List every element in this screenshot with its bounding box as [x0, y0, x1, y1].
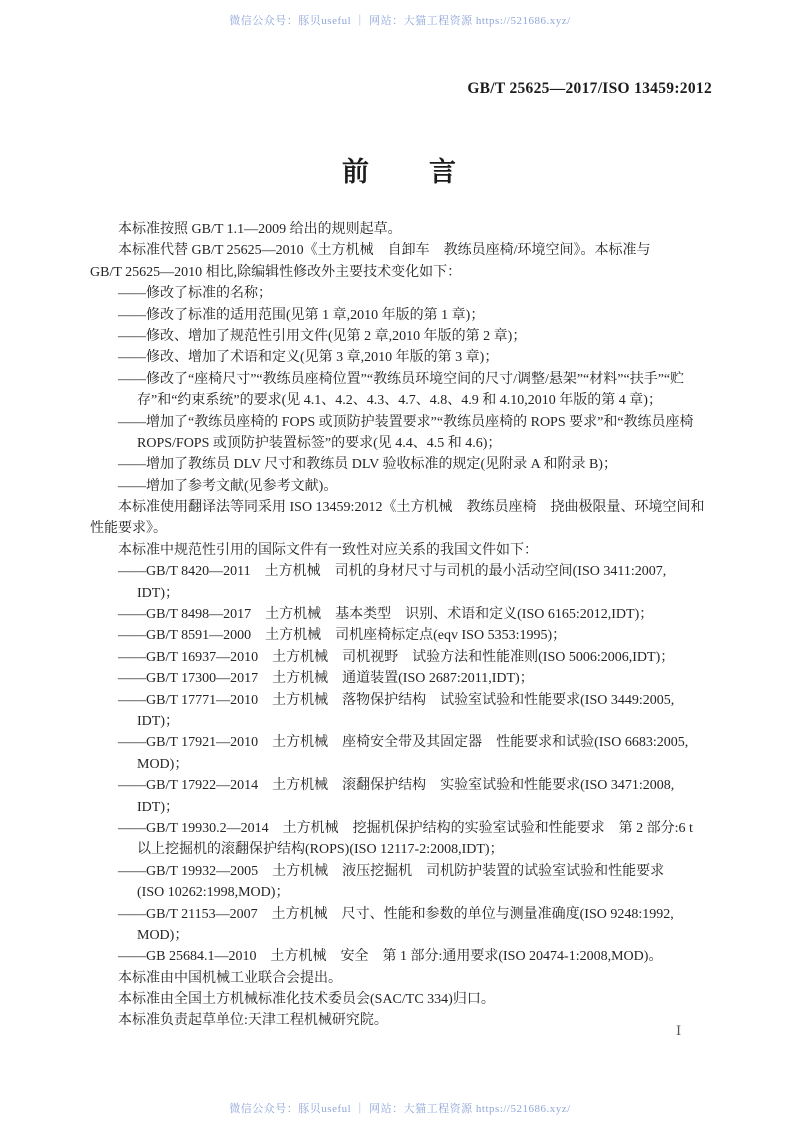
body-line: ——GB/T 17771—2010 土方机械 落物保护结构 试验室试验和性能要求(ISO 3449:2005, — [118, 692, 675, 708]
body-line: 本标准使用翻译法等同采用 ISO 13459:2012《土方机械 教练员座椅 挠曲极限量、环境空间和 — [118, 500, 705, 516]
body-line: ——修改了标准的适用范围(见第 1 章,2010 年版的第 1 章)； — [118, 307, 485, 323]
watermark-top: 微信公众号：豚贝useful ｜ 网站：大猫工程资源 https://521686.xyz/ — [229, 15, 571, 27]
body-line: 本标准中规范性引用的国际文件有一致性对应关系的我国文件如下： — [118, 542, 538, 558]
body-line: ——GB/T 8591—2000 土方机械 司机座椅标定点(eqv ISO 5353:1995)； — [118, 628, 567, 644]
body-line: ——GB/T 17921—2010 土方机械 座椅安全带及其固定器 性能要求和试验(ISO 6683:2005, — [118, 735, 689, 751]
body-line: MOD)； — [137, 756, 189, 772]
watermark-bottom: 微信公众号：豚贝useful ｜ 网站：大猫工程资源 https://521686.xyz/ — [229, 1103, 571, 1115]
foreword-body — [90, 219, 740, 1032]
body-line: ——GB/T 8420—2011 土方机械 司机的身材尺寸与司机的最小活动空间(ISO 3411:2007, — [118, 564, 667, 580]
body-line: ——增加了“教练员座椅的 FOPS 或顶防护装置要求”“教练员座椅的 ROPS 要求”和“教练员座椅 — [118, 414, 694, 430]
body-line: 本标准代替 GB/T 25625—2010《土方机械 自卸车 教练员座椅/环境空间》。本标准与 — [118, 243, 651, 259]
body-line: ——GB 25684.1—2010 土方机械 安全 第 1 部分:通用要求(ISO 20474-1:2008,MOD)。 — [118, 949, 663, 965]
body-line: 以上挖掘机的滚翻保护结构(ROPS)(ISO 12117-2:2008,IDT)； — [137, 842, 504, 858]
body-line: 本标准由中国机械工业联合会提出。 — [118, 970, 342, 986]
body-line: ——GB/T 21153—2007 土方机械 尺寸、性能和参数的单位与测量准确度(ISO 9248:1992, — [118, 906, 674, 922]
body-line: (ISO 10262:1998,MOD)； — [137, 885, 290, 901]
standard-number-header: GB/T 25625—2017/ISO 13459:2012 — [467, 80, 712, 97]
body-line: ——修改、增加了规范性引用文件(见第 2 章,2010 年版的第 2 章)； — [118, 328, 527, 344]
body-line: ——GB/T 17300—2017 土方机械 通道装置(ISO 2687:2011,IDT)； — [118, 671, 534, 687]
body-line: ——修改了标准的名称； — [118, 286, 272, 302]
body-line: MOD)； — [137, 927, 189, 943]
body-line: 本标准由全国土方机械标准化技术委员会(SAC/TC 334)归口。 — [118, 992, 495, 1008]
body-line: ——增加了参考文献(见参考文献)。 — [118, 478, 338, 494]
page-title: 前 言 — [342, 157, 458, 187]
body-line: IDT)； — [137, 585, 179, 601]
body-line: ——GB/T 8498—2017 土方机械 基本类型 识别、术语和定义(ISO 6165:2012,IDT)； — [118, 607, 654, 623]
body-line: IDT)； — [137, 713, 179, 729]
body-line: ——修改了“座椅尺寸”“教练员座椅位置”“教练员环境空间的尺寸/调整/悬架”“材料”“扶手”“贮 — [118, 371, 685, 387]
body-line: IDT)； — [137, 799, 179, 815]
body-line: ——GB/T 19930.2—2014 土方机械 挖掘机保护结构的实验室试验和性能要求 第 2 部分:6 t — [118, 820, 693, 836]
body-line: 性能要求》。 — [90, 521, 167, 537]
body-line: ——GB/T 19932—2005 土方机械 液压挖掘机 司机防护装置的试验室试验和性能要求 — [118, 863, 665, 879]
body-line: 本标准负责起草单位:天津工程机械研究院。 — [118, 1013, 388, 1029]
body-line: ——GB/T 17922—2014 土方机械 滚翻保护结构 实验室试验和性能要求(ISO 3471:2008, — [118, 778, 675, 794]
body-line: 本标准按照 GB/T 1.1—2009 给出的规则起草。 — [118, 222, 402, 237]
body-line: ——修改、增加了术语和定义(见第 3 章,2010 年版的第 3 章)； — [118, 350, 499, 366]
page-number: Ⅰ — [676, 1023, 682, 1038]
body-line: ——增加了教练员 DLV 尺寸和教练员 DLV 验收标准的规定(见附录 A 和附录 B)； — [118, 457, 617, 473]
body-line: 存”和“约束系统”的要求(见 4.1、4.2、4.3、4.7、4.8、4.9 和 4.10,2010 年版的第 4 章)； — [137, 393, 662, 409]
body-line: GB/T 25625—2010 相比,除编辑性修改外主要技术变化如下： — [90, 264, 462, 280]
body-line: ROPS/FOPS 或顶防护装置标签”的要求(见 4.4、4.5 和 4.6)； — [137, 435, 502, 451]
body-line: ——GB/T 16937—2010 土方机械 司机视野 试验方法和性能准则(ISO 5006:2006,IDT)； — [118, 649, 675, 665]
